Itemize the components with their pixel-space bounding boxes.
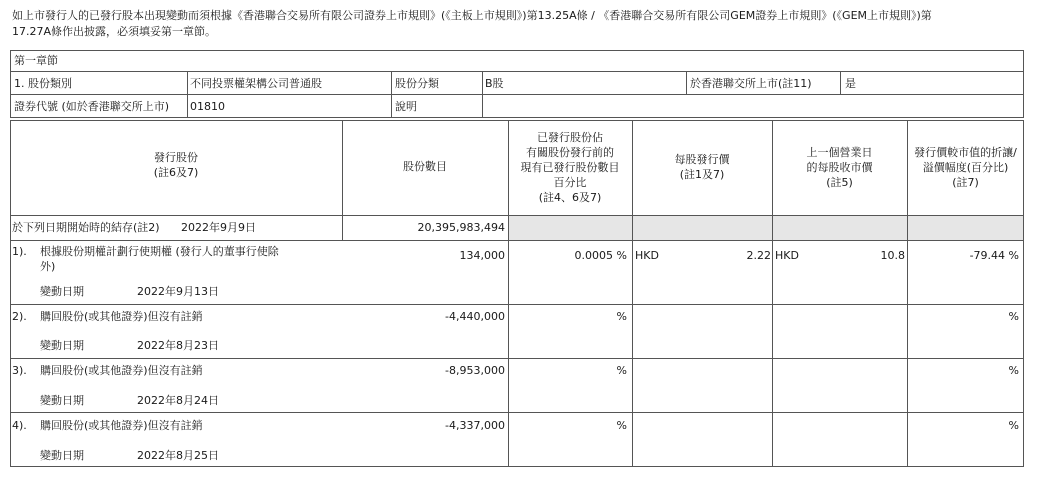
share-class-value: 不同投票權架構公司普通股: [190, 77, 322, 90]
header-close-price: 上一個營業日 的每股收市價 (註5): [806, 146, 873, 189]
intro-line-1: 如上市發行人的已發行股本出現變動而須根據《香港聯合交易所有限公司證券上市規則》(《主板上市規則》)第13.25A條 / 《香港聯合交易所有限公司GEM證券上市規則》(《GEM上市規則》)第: [12, 9, 932, 22]
row-percentage: %: [616, 419, 627, 432]
opening-balance-count: 20,395,983,494: [417, 221, 505, 234]
row-description: 購回股份(或其他證券)但沒有註銷: [40, 364, 203, 377]
header-issue-price: 每股發行價 (註1及7): [674, 153, 730, 181]
row-description-cont: 外): [40, 260, 56, 273]
row-discount: %: [1008, 419, 1019, 432]
row-discount: %: [1008, 310, 1019, 323]
intro-paragraph: [12, 8, 1032, 40]
change-date: 2022年8月24日: [137, 394, 219, 407]
share-category-value: B股: [485, 77, 504, 90]
row-percentage: %: [616, 310, 627, 323]
row-discount: %: [1008, 364, 1019, 377]
listed-value: 是: [845, 77, 856, 90]
opening-balance-label: 於下列日期開始時的結存(註2): [12, 221, 160, 234]
row-discount: -79.44 %: [969, 249, 1019, 262]
row-number: 3).: [12, 364, 27, 377]
change-date: 2022年8月25日: [137, 449, 219, 462]
change-date-label: 變動日期: [40, 394, 84, 407]
change-date: 2022年8月23日: [137, 339, 219, 352]
header-percentage-issued: 已發行股份佔 有關股份發行前的 現有已發行股份數目 百分比 (註4、6及7): [520, 131, 620, 204]
change-date-label: 變動日期: [40, 339, 84, 352]
listed-label: 於香港聯交所上市(註11): [690, 77, 812, 90]
change-date: 2022年9月13日: [137, 285, 219, 298]
row-description: 根據股份期權計劃行使期權 (發行人的董事行使除: [40, 245, 279, 258]
row-number: 4).: [12, 419, 27, 432]
row-share-count: -4,337,000: [445, 419, 505, 432]
stock-code-label: 證券代號 (如於香港聯交所上市): [14, 100, 170, 113]
intro-line-2: 17.27A條作出披露，必須填妥第一章節。: [12, 25, 217, 38]
header-share-count: 股份數目: [403, 160, 447, 173]
row-share-count: -4,440,000: [445, 310, 505, 323]
stock-code-value: 01810: [190, 100, 225, 113]
row-description: 購回股份(或其他證券)但沒有註銷: [40, 419, 203, 432]
row-issue-price: 2.22: [746, 249, 771, 262]
opening-shaded-cells: [508, 216, 1023, 240]
row-percentage: 0.0005 %: [574, 249, 627, 262]
change-date-label: 變動日期: [40, 285, 84, 298]
row-number: 2).: [12, 310, 27, 323]
section-title-bar: [10, 50, 1024, 72]
section-title: 第一章節: [14, 54, 58, 67]
row-close-currency: HKD: [775, 249, 799, 262]
header-issued-shares: 發行股份 (註6及7): [153, 151, 199, 179]
share-category-label: 股份分類: [395, 77, 439, 90]
row-share-count: -8,953,000: [445, 364, 505, 377]
row-number: 1).: [12, 245, 27, 258]
opening-balance-date: 2022年9月9日: [181, 221, 256, 234]
description-label: 說明: [395, 100, 417, 113]
header-discount: 發行價較市值的折讓/ 溢價幅度(百分比) (註7): [914, 146, 1017, 189]
share-class-label: 1. 股份類別: [14, 77, 72, 90]
row-close-price: 10.8: [880, 249, 905, 262]
row-description: 購回股份(或其他證券)但沒有註銷: [40, 310, 203, 323]
share-class-row: [10, 72, 1024, 95]
row-issue-currency: HKD: [635, 249, 659, 262]
row-share-count: 134,000: [459, 249, 505, 262]
row-percentage: %: [616, 364, 627, 377]
change-date-label: 變動日期: [40, 449, 84, 462]
